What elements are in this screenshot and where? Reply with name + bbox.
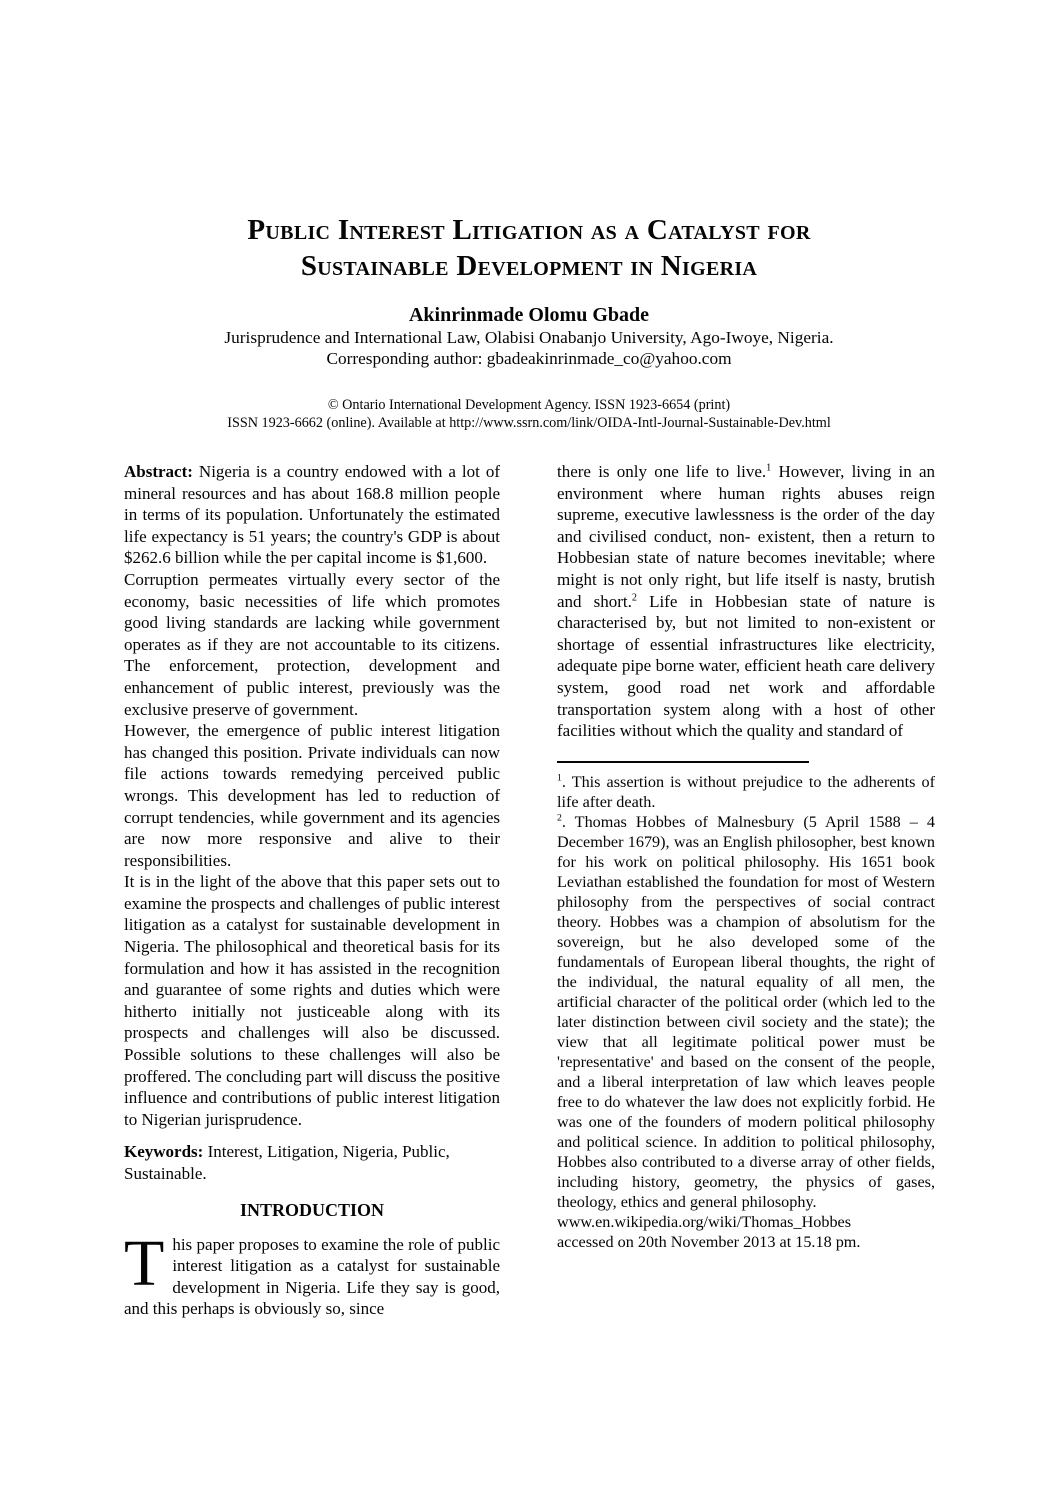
abstract-text-1: Nigeria is a country endowed with a lot of mineral resources and has about 168.8 million people in terms of its population. Unfortunately the estimated life expectancy is 51 years; the country's GDP is about $262.6 billion while the per capital income is $1,600. (124, 462, 500, 568)
front-matter (0, 0, 1058, 432)
two-column-body (0, 461, 1058, 1320)
keywords-text: Interest, Litigation, Nigeria, Public, Sustainable. (124, 1142, 450, 1183)
footnotes-block (557, 772, 935, 1252)
imprint-line-2 (0, 414, 1058, 432)
journal-imprint (0, 396, 1058, 432)
footnote-separator-rule (557, 761, 809, 763)
footnote-ref-1: 1 (766, 462, 772, 474)
abstract-paragraph-3: However, the emergence of public interest litigation has changed this position. Private individuals can now file actions towards remedying perceived public wrongs. This development has led to reduction of corrupt tendencies, while government and its agencies are now more responsive and alive to their responsibilities. (124, 721, 500, 870)
imprint-journal-url[interactable]: http://www.ssrn.com/link/OIDA-Intl-Journal-Sustainable-Dev.html (449, 415, 831, 431)
body-segment-2: However, living in an environment where human rights abuses reign supreme, executive lawlessness is the order of the day and civilised conduct, non- existent, then a return to Hobbesian state of nature becomes inevitable; where might is not only right, but life itself is nasty, brutish and short. (557, 462, 935, 611)
paper-title-line-2: Sustainable Development in Nigeria (300, 250, 758, 282)
imprint-line-1: © Ontario International Development Agency. ISSN 1923-6654 (print) (327, 397, 731, 413)
right-column-body (557, 461, 935, 742)
corresponding-author-label: Corresponding author: (326, 349, 487, 368)
left-column (124, 461, 500, 1320)
intro-dropcap: T (124, 1226, 165, 1300)
introduction-text: his paper proposes to examine the role of public interest litigation as a catalyst for sustainable development in Nigeria. Life they say is good, and this perhaps is obviously so, since (124, 1234, 500, 1319)
paper-title (0, 212, 1058, 284)
footnote-2-url[interactable]: www.en.wikipedia.org/wiki/Thomas_Hobbes (557, 1212, 852, 1231)
footnote-2-marker: 2 (557, 812, 562, 824)
footnote-2-text: . Thomas Hobbes of Malnesbury (5 April 1588 – 4 December 1679), was an English philosopher, best known for his work on political philosophy. His 1651 book Leviathan established the foundation for most of Western philosophy from the perspectives of social contract theory. Hobbes was a champion of absolutism for the sovereign, but he also developed some of the fundamentals of European liberal thoughts, the right of the individual, the natural equality of all men, the artificial character of the political order (which led to the later distinction between civil society and the state); the view that all legitimate political power must be 'representative' and based on the consent of the people, and a liberal interpretation of law which leaves people free to do whatever the law does not explicitly forbid. He was one of the founders of modern political philosophy and political science. In addition to political philosophy, Hobbes also contributed to a diverse array of other fields, including history, geometry, the physics of gases, theology, ethics and general philosophy. (557, 812, 935, 1211)
body-paragraph (557, 461, 935, 742)
corresponding-author-email[interactable]: gbadeakinrinmade_co@yahoo.com (486, 349, 732, 368)
paper-title-line-1: Public Interest Litigation as a Catalyst for (247, 214, 811, 246)
body-segment-1: there is only one life to live. (557, 462, 767, 481)
footnote-2 (557, 812, 935, 1212)
abstract-paragraph-2: Corruption permeates virtually every sector of the economy, basic necessities of life which promotes good living standards are lacking while government operates as if they are not accountable to its citizens. The enforcement, protection, development and enhancement of public interest, previously was the exclusive preserve of government. (124, 569, 500, 719)
right-column (557, 461, 935, 1320)
introduction-paragraph (124, 1226, 500, 1320)
author-name: Akinrinmade Olomu Gbade (408, 304, 650, 326)
abstract-paragraph-1 (124, 461, 500, 569)
footnote-1 (557, 772, 935, 812)
footnote-ref-2: 2 (631, 591, 637, 603)
abstract-paragraph-4: It is in the light of the above that this paper sets out to examine the prospects and challenges of public interest litigation as a catalyst for sustainable development in Nigeria. The philosophical and theoretical basis for its formulation and how it has assisted in the recognition and guarantee of some rights and duties which were hitherto initially not justiceable along with its prospects and challenges will also be discussed. Possible solutions to these challenges will also be proffered. The concluding part will discuss the positive influence and contributions of public interest litigation to Nigerian jurisprudence. (124, 872, 500, 1129)
keywords-label: Keywords: (124, 1142, 204, 1162)
footnote-1-text: . This assertion is without prejudice to the adherents of life after death. (557, 772, 935, 811)
author-affiliation: Jurisprudence and International Law, Olabisi Onabanjo University, Ago-Iwoye, Nigeria. (224, 328, 834, 347)
imprint-line-2-prefix: ISSN 1923-6662 (online). Available at (227, 415, 450, 431)
body-segment-3: Life in Hobbesian state of nature is characterised by, but not limited to non-existent or shortage of essential infrastructures like electricity, adequate pipe borne water, efficient heath care delivery system, good road net work and affordable transportation system along with a host of other facilities without which the quality and standard of (557, 591, 935, 741)
keywords-line (124, 1141, 500, 1184)
footnote-1-marker: 1 (557, 772, 562, 784)
footnote-2-accessed: accessed on 20th November 2013 at 15.18 pm. (557, 1232, 861, 1251)
introduction-heading: INTRODUCTION (239, 1199, 385, 1220)
abstract-label: Abstract: (124, 462, 193, 481)
corresponding-author-line (0, 348, 1058, 369)
